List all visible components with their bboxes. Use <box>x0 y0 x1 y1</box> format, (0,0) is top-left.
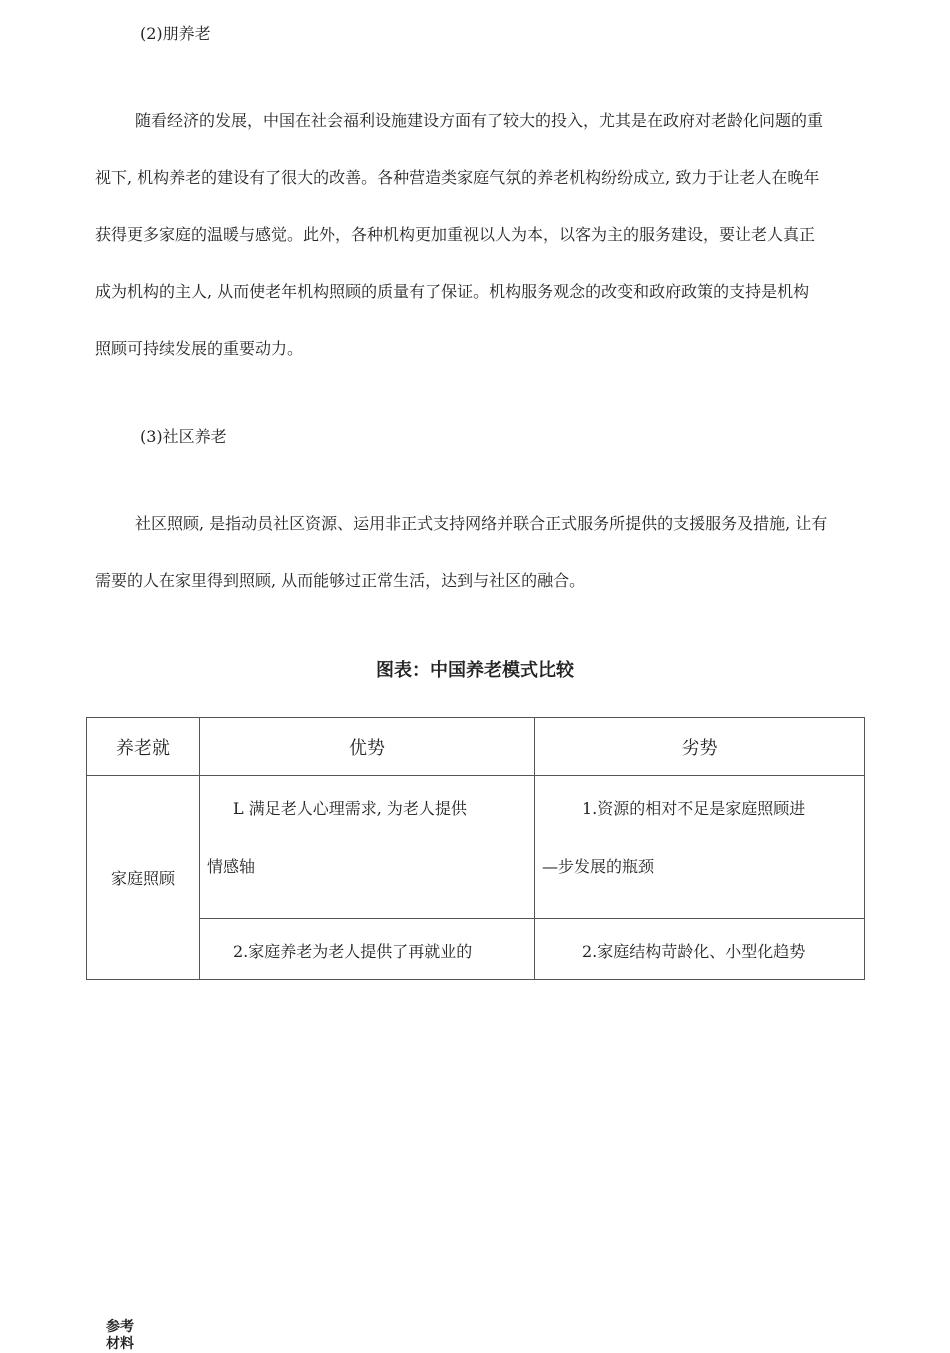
paragraph-institutional-care <box>95 108 865 368</box>
section-heading-institutional-care: (2)朋养老 <box>140 24 211 43</box>
paragraph-line: 随看经济的发展，中国在社会福利设施建设方面有了较大的投入，尤其是在政府对老龄化问题的重 <box>135 111 824 130</box>
advantage-cell <box>200 776 535 919</box>
header-mode: 养老就 <box>87 718 200 776</box>
disadvantage-cell <box>535 919 865 980</box>
section-heading-community-care: (3)社区养老 <box>140 427 227 446</box>
table-header-row <box>87 718 865 776</box>
advantage-cell <box>200 919 535 980</box>
paragraph-line: 成为机构的主人, 从而使老年机构照顾的质量有了保证。机构服务观念的改变和政府政策的支持是机构 <box>95 282 810 301</box>
paragraph-community-care <box>95 511 865 591</box>
table-row <box>87 776 865 919</box>
footer-line: 材料 <box>106 1336 134 1352</box>
advantage-text: L 满足老人心理需求, 为老人提供 <box>233 799 467 818</box>
footer-label <box>106 1319 146 1353</box>
comparison-table <box>86 717 865 980</box>
disadvantage-cell <box>535 776 865 919</box>
row-label-family-care: 家庭照顾 <box>87 776 200 980</box>
header-disadvantages: 劣势 <box>535 718 865 776</box>
table-caption: 图表：中国养老模式比较 <box>376 660 574 681</box>
paragraph-line: 获得更多家庭的温暖与感觉。此外，各种机构更加重视以人为本，以客为主的服务建设，要让老人真正 <box>95 225 816 244</box>
disadvantage-text: —步发展的瓶颈 <box>542 857 655 876</box>
paragraph-line: 照顾可持续发展的重要动力。 <box>95 339 304 358</box>
table-row <box>87 919 865 980</box>
paragraph-line: 社区照顾, 是指动员社区资源、运用非正式支持网络并联合正式服务所提供的支援服务及措施, 让有 <box>135 514 828 533</box>
paragraph-line: 需要的人在家里得到照顾, 从而能够过正常生活，达到与社区的融合。 <box>95 571 586 590</box>
paragraph-line: 视下, 机构养老的建设有了很大的改善。各种营造类家庭气氛的养老机构纷纷成立, 致力于让老人在晚年 <box>95 168 820 187</box>
advantage-text: 情感轴 <box>207 857 256 876</box>
disadvantage-text: 1.资源的相对不足是家庭照顾进 <box>582 799 806 818</box>
footer-line: 参考 <box>106 1319 134 1335</box>
header-advantages: 优势 <box>200 718 535 776</box>
advantage-text: 2.家庭养老为老人提供了再就业的 <box>233 942 473 961</box>
disadvantage-text: 2.家庭结构苛龄化、小型化趋势 <box>582 942 806 961</box>
